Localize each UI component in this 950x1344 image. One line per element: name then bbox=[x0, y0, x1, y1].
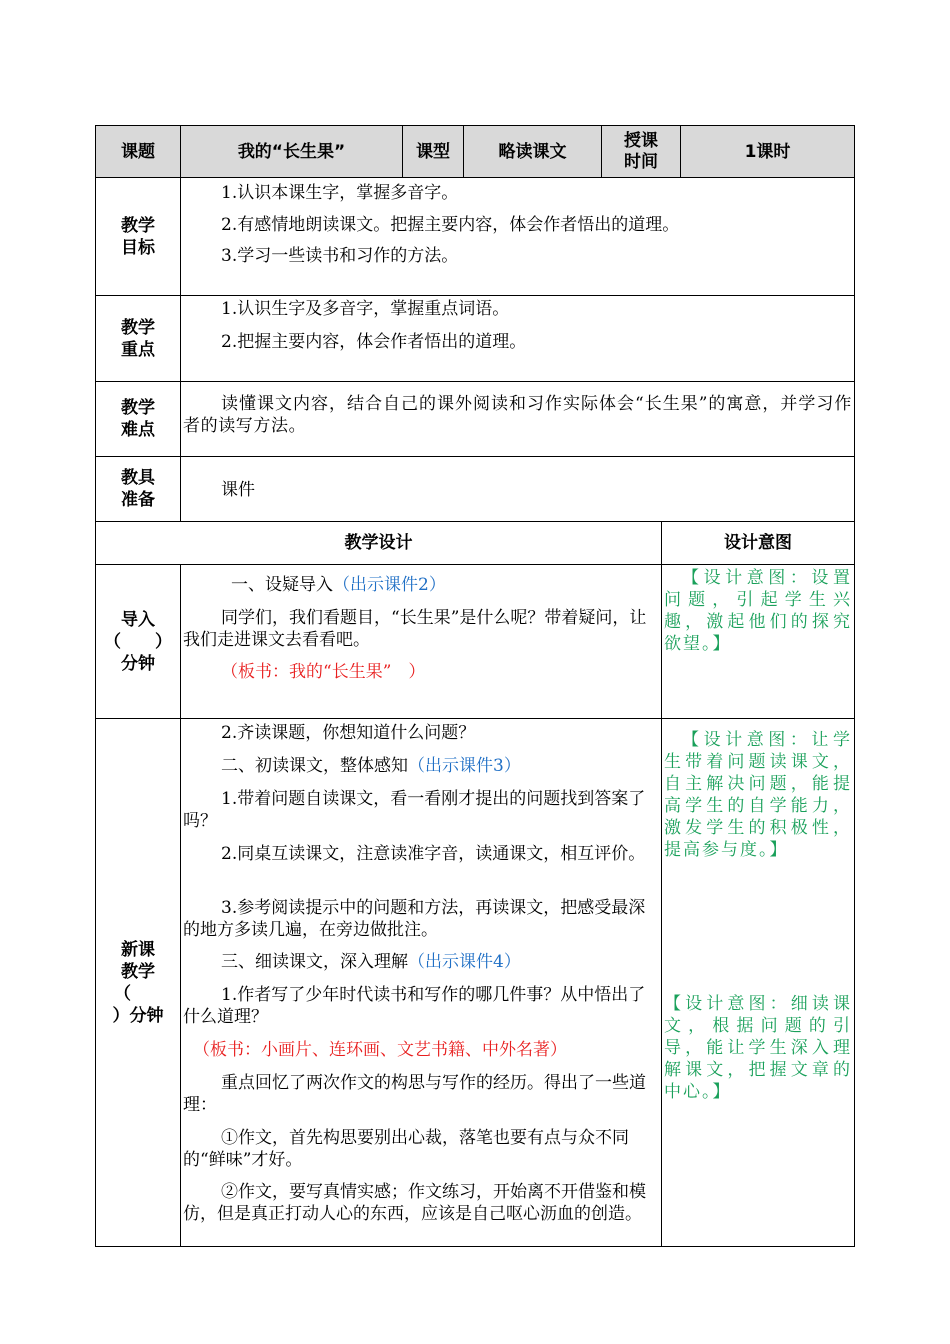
key-points-content bbox=[180, 295, 855, 382]
lesson-paragraph: ①作文，首先构思要别出心裁，落笔也要有点与众不同的“鲜味”才好。 bbox=[183, 1128, 629, 1170]
lesson-step-title bbox=[181, 951, 661, 973]
intro-paragraph: 同学们，我们看题目，“长生果”是什么呢？带着疑问，让我们走进课文去看看吧。 bbox=[183, 608, 647, 650]
topic-label bbox=[95, 125, 181, 178]
topic-label-text: 课题 bbox=[121, 141, 155, 162]
intro-intent bbox=[661, 564, 855, 719]
new-lesson-label-line-2: 教学 bbox=[121, 961, 155, 982]
difficulties-text: 读懂课文内容，结合自己的课外阅读和习作实际体会“长生果”的寓意，并学习作者的读写方法。 bbox=[183, 394, 852, 436]
objectives-label-line-2: 目标 bbox=[121, 237, 155, 258]
materials-label-line-2: 准备 bbox=[121, 490, 155, 510]
intro-label bbox=[95, 564, 181, 719]
intro-step-title bbox=[181, 574, 661, 596]
difficulties-label bbox=[95, 381, 181, 457]
lesson-paragraph: ②作文，要写真情实感；作文练习，开始离不开借鉴和模仿，但是真正打动人心的东西，应该是自己呕心沥血的创造。 bbox=[183, 1182, 646, 1224]
intro-label-line-1: 导入 bbox=[121, 609, 155, 630]
lesson-step-3-title: 三、细读课文，深入理解 bbox=[221, 952, 408, 972]
lesson-plan-table bbox=[95, 125, 855, 1247]
new-lesson-intent bbox=[661, 718, 855, 1247]
new-lesson-label-line-4: ）分钟 bbox=[112, 1005, 164, 1026]
lesson-step-3-ref: （出示课件4） bbox=[408, 952, 521, 972]
intro-board: （板书：我的“长生果” ） bbox=[221, 662, 426, 682]
time-value-text: 1课时 bbox=[744, 141, 791, 162]
design-header bbox=[95, 521, 662, 565]
materials-label-line-1: 教具 bbox=[121, 468, 155, 488]
design-header-text: 教学设计 bbox=[344, 533, 413, 553]
new-lesson-intent-1: 【设计意图：让学生带着问题读课文，自主解决问题，能提高学生的自学能力，激发学生的积极性，提高参与度。】 bbox=[664, 730, 852, 860]
objective-item: 3.学习一些读书和习作的方法。 bbox=[221, 246, 459, 266]
key-points-label-line-2: 重点 bbox=[121, 339, 155, 360]
objective-item: 2.有感情地朗读课文。把握主要内容，体会作者悟出的道理。 bbox=[221, 215, 680, 235]
intro-step-title-text: 一、设疑导入 bbox=[231, 575, 333, 595]
type-label bbox=[402, 125, 464, 178]
topic-value-text: 我的“长生果” bbox=[237, 141, 346, 162]
time-label bbox=[601, 125, 681, 178]
objectives-label-line-1: 教学 bbox=[121, 215, 155, 236]
lesson-step-title bbox=[181, 755, 661, 777]
key-point-item: 1.认识生字及多音字，掌握重点词语。 bbox=[221, 299, 510, 319]
lesson-paragraph: 2.同桌互读课文，注意读准字音，读通课文，相互评价。 bbox=[221, 844, 646, 864]
lesson-step-2-ref: （出示课件3） bbox=[408, 756, 521, 776]
topic-value bbox=[180, 125, 403, 178]
key-point-item: 2.把握主要内容，体会作者悟出的道理。 bbox=[221, 332, 527, 352]
time-value bbox=[680, 125, 855, 178]
objectives-content bbox=[180, 177, 855, 296]
lesson-paragraph: 1.带着问题自读课文，看一看刚才提出的问题找到答案了吗？ bbox=[183, 789, 646, 831]
new-lesson-intent-2: 【设计意图：细读课文，根据问题的引导，能让学生深入理解课文，把握文章的中心。】 bbox=[664, 994, 852, 1102]
key-points-label-line-1: 教学 bbox=[121, 317, 155, 338]
time-label-line-2: 时间 bbox=[624, 151, 658, 172]
new-lesson-label-line-1: 新课 bbox=[121, 939, 155, 960]
new-lesson-content bbox=[180, 718, 662, 1247]
difficulties-label-line-2: 难点 bbox=[121, 420, 155, 440]
lesson-paragraph: 2.齐读课题，你想知道什么问题？ bbox=[221, 723, 476, 743]
intent-header-text: 设计意图 bbox=[724, 533, 792, 553]
intro-label-line-3: 分钟 bbox=[121, 653, 155, 674]
difficulties-label-line-1: 教学 bbox=[121, 398, 155, 418]
intent-header bbox=[661, 521, 855, 565]
type-label-text: 课型 bbox=[416, 141, 450, 162]
intro-content bbox=[180, 564, 662, 719]
intro-step-ref: （出示课件2） bbox=[333, 575, 446, 595]
objectives-label bbox=[95, 177, 181, 296]
objective-item: 1.认识本课生字，掌握多音字。 bbox=[221, 183, 459, 203]
lesson-paragraph: 3.参考阅读提示中的问题和方法，再读课文，把感受最深的地方多读几遍，在旁边做批注。 bbox=[183, 898, 646, 940]
materials-content bbox=[180, 456, 855, 522]
intro-label-line-2: （ ） bbox=[104, 631, 172, 652]
time-label-line-1: 授课 bbox=[624, 130, 658, 151]
materials-label bbox=[95, 456, 181, 522]
lesson-paragraph: 重点回忆了两次作文的构思与写作的经历。得出了一些道理： bbox=[183, 1073, 646, 1115]
type-value-text: 略读课文 bbox=[498, 141, 567, 162]
new-lesson-label bbox=[95, 718, 181, 1247]
key-points-label bbox=[95, 295, 181, 382]
materials-text: 课件 bbox=[221, 480, 255, 500]
type-value bbox=[463, 125, 602, 178]
lesson-paragraph: 1.作者写了少年时代读书和写作的哪几件事？从中悟出了什么道理？ bbox=[183, 985, 646, 1027]
intro-intent-text: 【设计意图：设置问题，引起学生兴趣，激起他们的探究欲望。】 bbox=[664, 568, 852, 654]
difficulties-content bbox=[180, 381, 855, 457]
lesson-step-2-title: 二、初读课文，整体感知 bbox=[221, 756, 408, 776]
new-lesson-label-line-3: （ bbox=[114, 983, 131, 1004]
lesson-board: （板书：小画片、连环画、文艺书籍、中外名著） bbox=[193, 1040, 567, 1060]
